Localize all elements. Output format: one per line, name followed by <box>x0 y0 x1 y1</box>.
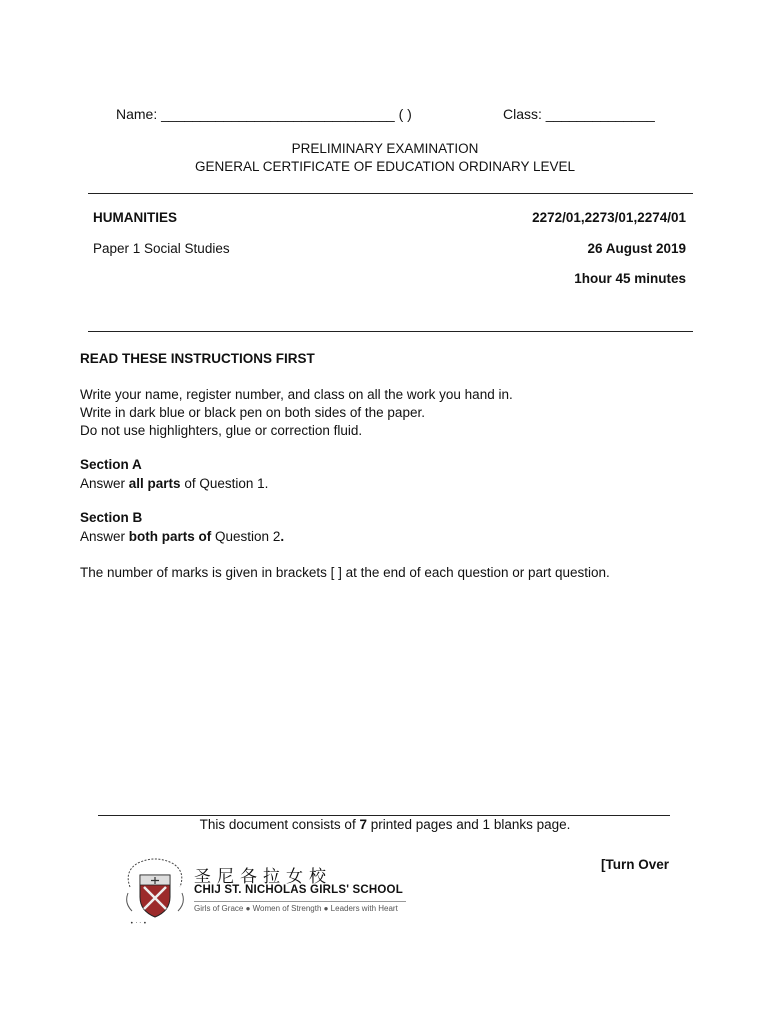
instruction-line: Do not use highlighters, glue or correction fluid. <box>80 423 363 438</box>
exam-title: PRELIMINARY EXAMINATION <box>291 141 479 156</box>
instruction-line: Write in dark blue or black pen on both sides of the paper. <box>80 405 425 420</box>
page-count-note: This document consists of 7 printed pages and 1 blanks page. <box>199 817 571 832</box>
svg-text:• · · •: • · · • <box>130 920 147 927</box>
paper-code: 2272/01,2273/01,2274/01 <box>532 210 686 225</box>
section-a-title: Section A <box>80 457 142 472</box>
subject-title: HUMANITIES <box>93 210 177 225</box>
marks-note: The number of marks is given in brackets [ ] at the end of each question or part question. <box>80 565 610 580</box>
exam-subtitle: GENERAL CERTIFICATE OF EDUCATION ORDINARY LEVEL <box>194 159 576 174</box>
paper-name: Paper 1 Social Studies <box>93 241 230 256</box>
section-b-title: Section B <box>80 510 143 525</box>
school-chinese-name: 圣尼各拉女校 <box>194 867 332 887</box>
exam-duration: 1hour 45 minutes <box>574 271 686 286</box>
school-name-divider <box>194 901 406 902</box>
class-field-label: Class: ______________ <box>503 106 655 122</box>
exam-date: 26 August 2019 <box>587 241 686 256</box>
section-a-instruction: Answer all parts of Question 1. <box>80 476 269 491</box>
instruction-line: Write your name, register number, and class on all the work you hand in. <box>80 387 513 402</box>
school-crest-icon <box>122 857 188 927</box>
instructions-heading: READ THESE INSTRUCTIONS FIRST <box>80 351 315 366</box>
header-divider <box>88 193 693 194</box>
school-name: CHIJ ST. NICHOLAS GIRLS' SCHOOL <box>194 884 403 896</box>
name-field-label: Name: ______________________________ ( ) <box>116 106 412 122</box>
school-motto: Girls of Grace ● Women of Strength ● Leaders with Heart <box>194 904 398 913</box>
footer-divider <box>98 815 670 816</box>
section-b-instruction: Answer both parts of Question 2. <box>80 529 285 544</box>
turn-over-label: [Turn Over <box>600 857 669 872</box>
details-divider <box>88 331 693 332</box>
